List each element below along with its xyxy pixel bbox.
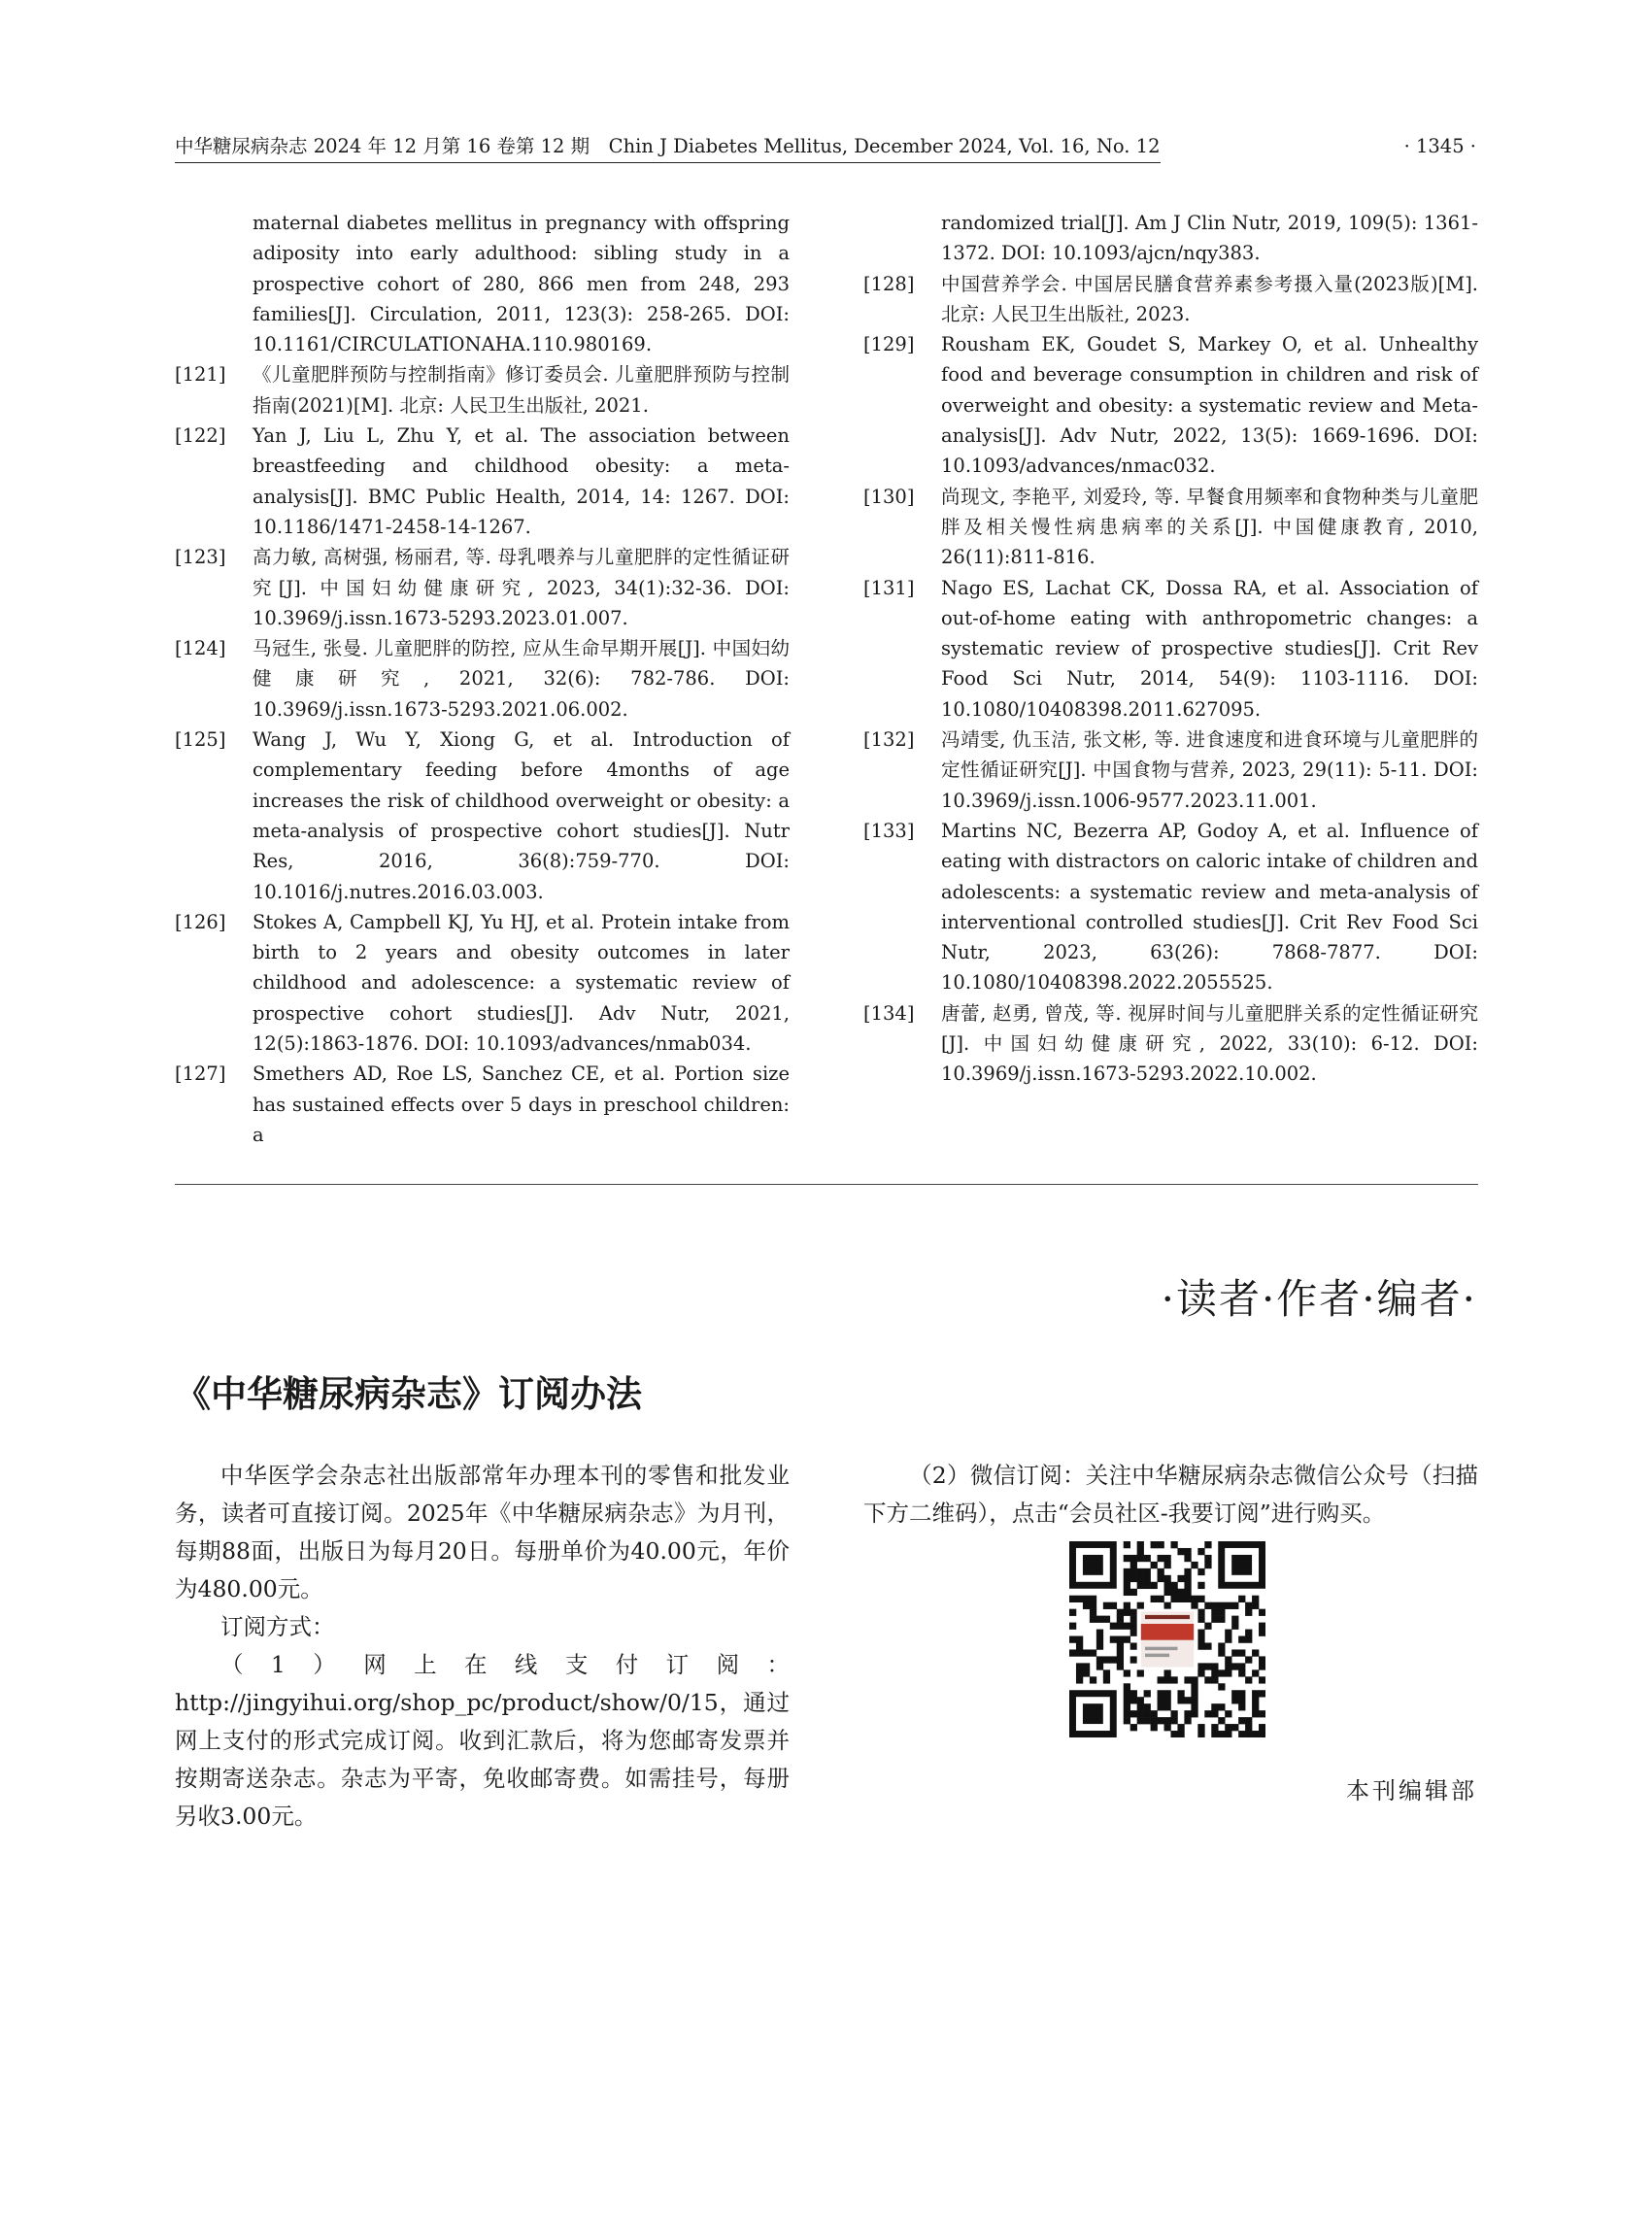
- reference-text: 尚现文, 李艳平, 刘爱玲, 等. 早餐食用频率和食物种类与儿童肥胖及相关慢性病患病率的关系[J]. 中国健康教育, 2010, 26(11):811-816.: [941, 485, 1478, 569]
- notice-paragraph: 中华医学会杂志社出版部常年办理本刊的零售和批发业务，读者可直接订阅。2025年《中华糖尿病杂志》为月刊，每期88面，出版日为每月20日。每册单价为40.00元，年价为480.00元。: [175, 1462, 790, 1602]
- reference-number: [126]: [175, 910, 226, 933]
- reference-number: [123]: [175, 546, 226, 569]
- section-label: ·读者·作者·编者·: [1161, 1275, 1477, 1323]
- reference-text: 中国营养学会. 中国居民膳食营养素参考摄入量(2023版)[M]. 北京: 人民卫生出版社, 2023.: [941, 272, 1478, 325]
- reference-entry: [175, 725, 790, 907]
- wechat-qr-code: [1069, 1541, 1265, 1737]
- reference-entry: [863, 725, 1478, 816]
- notice-paragraph: （1）网上在线支付订阅：http://jingyihui.org/shop_pc/product/show/0/15，通过网上支付的形式完成订阅。收到汇款后，将为您邮寄发票并按期寄送杂志。杂志为平寄，免收邮寄费。如需挂号，每册另收3.00元。: [175, 1651, 790, 1830]
- reference-text: Martins NC, Bezerra AP, Godoy A, et al. Influence of eating with distractors on caloric intake of children and adolescents: a systematic review and meta-analysis of interventional controlled studies[J]. Crit Rev Food Sci Nutr, 2023, 63(26): 7868-7877. DOI: 10.1080/10408398.2022.2055525.: [941, 819, 1478, 995]
- reference-number: [134]: [863, 1001, 915, 1025]
- reference-number: [131]: [863, 576, 915, 599]
- reference-entry: [863, 269, 1478, 330]
- reference-entry: [175, 208, 790, 359]
- notice-right-column: [863, 1457, 1478, 1533]
- reference-number: [128]: [863, 272, 915, 295]
- reference-number: [122]: [175, 424, 226, 448]
- reference-text: Rousham EK, Goudet S, Markey O, et al. Unhealthy food and beverage consumption in children and risk of overweight and obesity: a systematic review and Meta-analysis[J]. Adv Nutr, 2022, 13(5): 1669-1696. DOI: 10.1093/advances/nmac032.: [941, 333, 1478, 478]
- reference-entry: [175, 1059, 790, 1150]
- reference-entry: [175, 359, 790, 421]
- reference-text: 马冠生, 张曼. 儿童肥胖的防控, 应从生命早期开展[J]. 中国妇幼健康研究, 2021, 32(6): 782-786. DOI: 10.3969/j.issn.1673-5293.2021.06.002.: [253, 637, 790, 721]
- reference-text: Yan J, Liu L, Zhu Y, et al. The association between breastfeeding and childhood obesity: a meta-analysis[J]. BMC Public Health, 2014, 14: 1267. DOI: 10.1186/1471-2458-14-1267.: [253, 424, 790, 538]
- reference-entry: [863, 208, 1478, 269]
- section-divider: [175, 1184, 1478, 1185]
- reference-text: Smethers AD, Roe LS, Sanchez CE, et al. Portion size has sustained effects over 5 days in preschool children: a: [253, 1062, 790, 1146]
- references-right-column: [863, 208, 1478, 1090]
- reference-text: 高力敏, 高树强, 杨丽君, 等. 母乳喂养与儿童肥胖的定性循证研究[J]. 中国妇幼健康研究, 2023, 34(1):32-36. DOI: 10.3969/j.issn.1673-5293.2023.01.007.: [253, 546, 790, 629]
- reference-entry: [175, 633, 790, 725]
- reference-entry: [863, 998, 1478, 1090]
- reference-number: [121]: [175, 363, 226, 387]
- notice-title: 《中华糖尿病杂志》订阅办法: [175, 1373, 642, 1415]
- notice-paragraph: （2）微信订阅：关注中华糖尿病杂志微信公众号（扫描下方二维码），点击“会员社区-我要订阅”进行购买。: [863, 1462, 1478, 1527]
- reference-text: Wang J, Wu Y, Xiong G, et al. Introduction of complementary feeding before 4months of age increases the risk of childhood overweight or obesity: a meta-analysis of prospective cohort studies[J]. Nutr Res, 2016, 36(8):759-770. DOI: 10.1016/j.nutres.2016.03.003.: [253, 728, 790, 903]
- reference-text: Nago ES, Lachat CK, Dossa RA, et al. Association of out-of-home eating with anthropometric changes: a systematic review of prospective studies[J]. Crit Rev Food Sci Nutr, 2014, 54(9): 1103-1116. DOI: 10.1080/10408398.2011.627095.: [941, 576, 1478, 721]
- reference-text: 唐蕾, 赵勇, 曾茂, 等. 视屏时间与儿童肥胖关系的定性循证研究[J]. 中国妇幼健康研究, 2022, 33(10): 6-12. DOI: 10.3969/j.issn.1673-5293.2022.10.002.: [941, 1001, 1478, 1086]
- reference-number: [133]: [863, 819, 915, 842]
- reference-number: [132]: [863, 728, 915, 752]
- reference-number: [125]: [175, 728, 226, 752]
- reference-entry: [863, 573, 1478, 725]
- reference-entry: [863, 482, 1478, 573]
- reference-entry: [863, 816, 1478, 998]
- references-left-column: [175, 208, 790, 1150]
- reference-number: [129]: [863, 333, 915, 356]
- reference-text: maternal diabetes mellitus in pregnancy with offspring adiposity into early adulthood: sibling study in a prospective cohort of 280, 866 men from 248, 293 families[J]. Circulation, 2011, 123(3): 258-265. DOI: 10.1161/CIRCULATIONAHA.110.980169.: [253, 212, 790, 356]
- journal-citation-line: 中华糖尿病杂志 2024 年 12 月第 16 卷第 12 期 Chin J Diabetes Mellitus, December 2024, Vol. 16, No. 12: [175, 134, 1161, 163]
- running-header: [175, 134, 1476, 163]
- reference-entry: [175, 421, 790, 542]
- qr-code-image: [1069, 1541, 1265, 1737]
- notice-left-column: [175, 1457, 790, 1836]
- page-number: · 1345 ·: [1403, 135, 1476, 157]
- reference-text: 《儿童肥胖预防与控制指南》修订委员会. 儿童肥胖预防与控制指南(2021)[M]. 北京: 人民卫生出版社, 2021.: [253, 363, 790, 417]
- reference-number: [124]: [175, 637, 226, 660]
- notice-paragraph: 订阅方式：: [220, 1613, 335, 1640]
- reference-entry: [175, 907, 790, 1059]
- reference-number: [130]: [863, 485, 915, 508]
- reference-number: [127]: [175, 1062, 226, 1086]
- editorial-signature: 本刊编辑部: [1346, 1777, 1477, 1804]
- reference-entry: [175, 542, 790, 633]
- reference-entry: [863, 329, 1478, 481]
- reference-text: 冯靖雯, 仇玉洁, 张文彬, 等. 进食速度和进食环境与儿童肥胖的定性循证研究[J]. 中国食物与营养, 2023, 29(11): 5-11. DOI: 10.3969/j.issn.1006-9577.2023.11.001.: [941, 728, 1478, 812]
- reference-text: Stokes A, Campbell KJ, Yu HJ, et al. Protein intake from birth to 2 years and obesity outcomes in later childhood and adolescence: a systematic review of prospective cohort studies[J]. Adv Nutr, 2021, 12(5):1863-1876. DOI: 10.1093/advances/nmab034.: [253, 910, 790, 1056]
- reference-text: randomized trial[J]. Am J Clin Nutr, 2019, 109(5): 1361-1372. DOI: 10.1093/ajcn/nqy383.: [941, 212, 1478, 265]
